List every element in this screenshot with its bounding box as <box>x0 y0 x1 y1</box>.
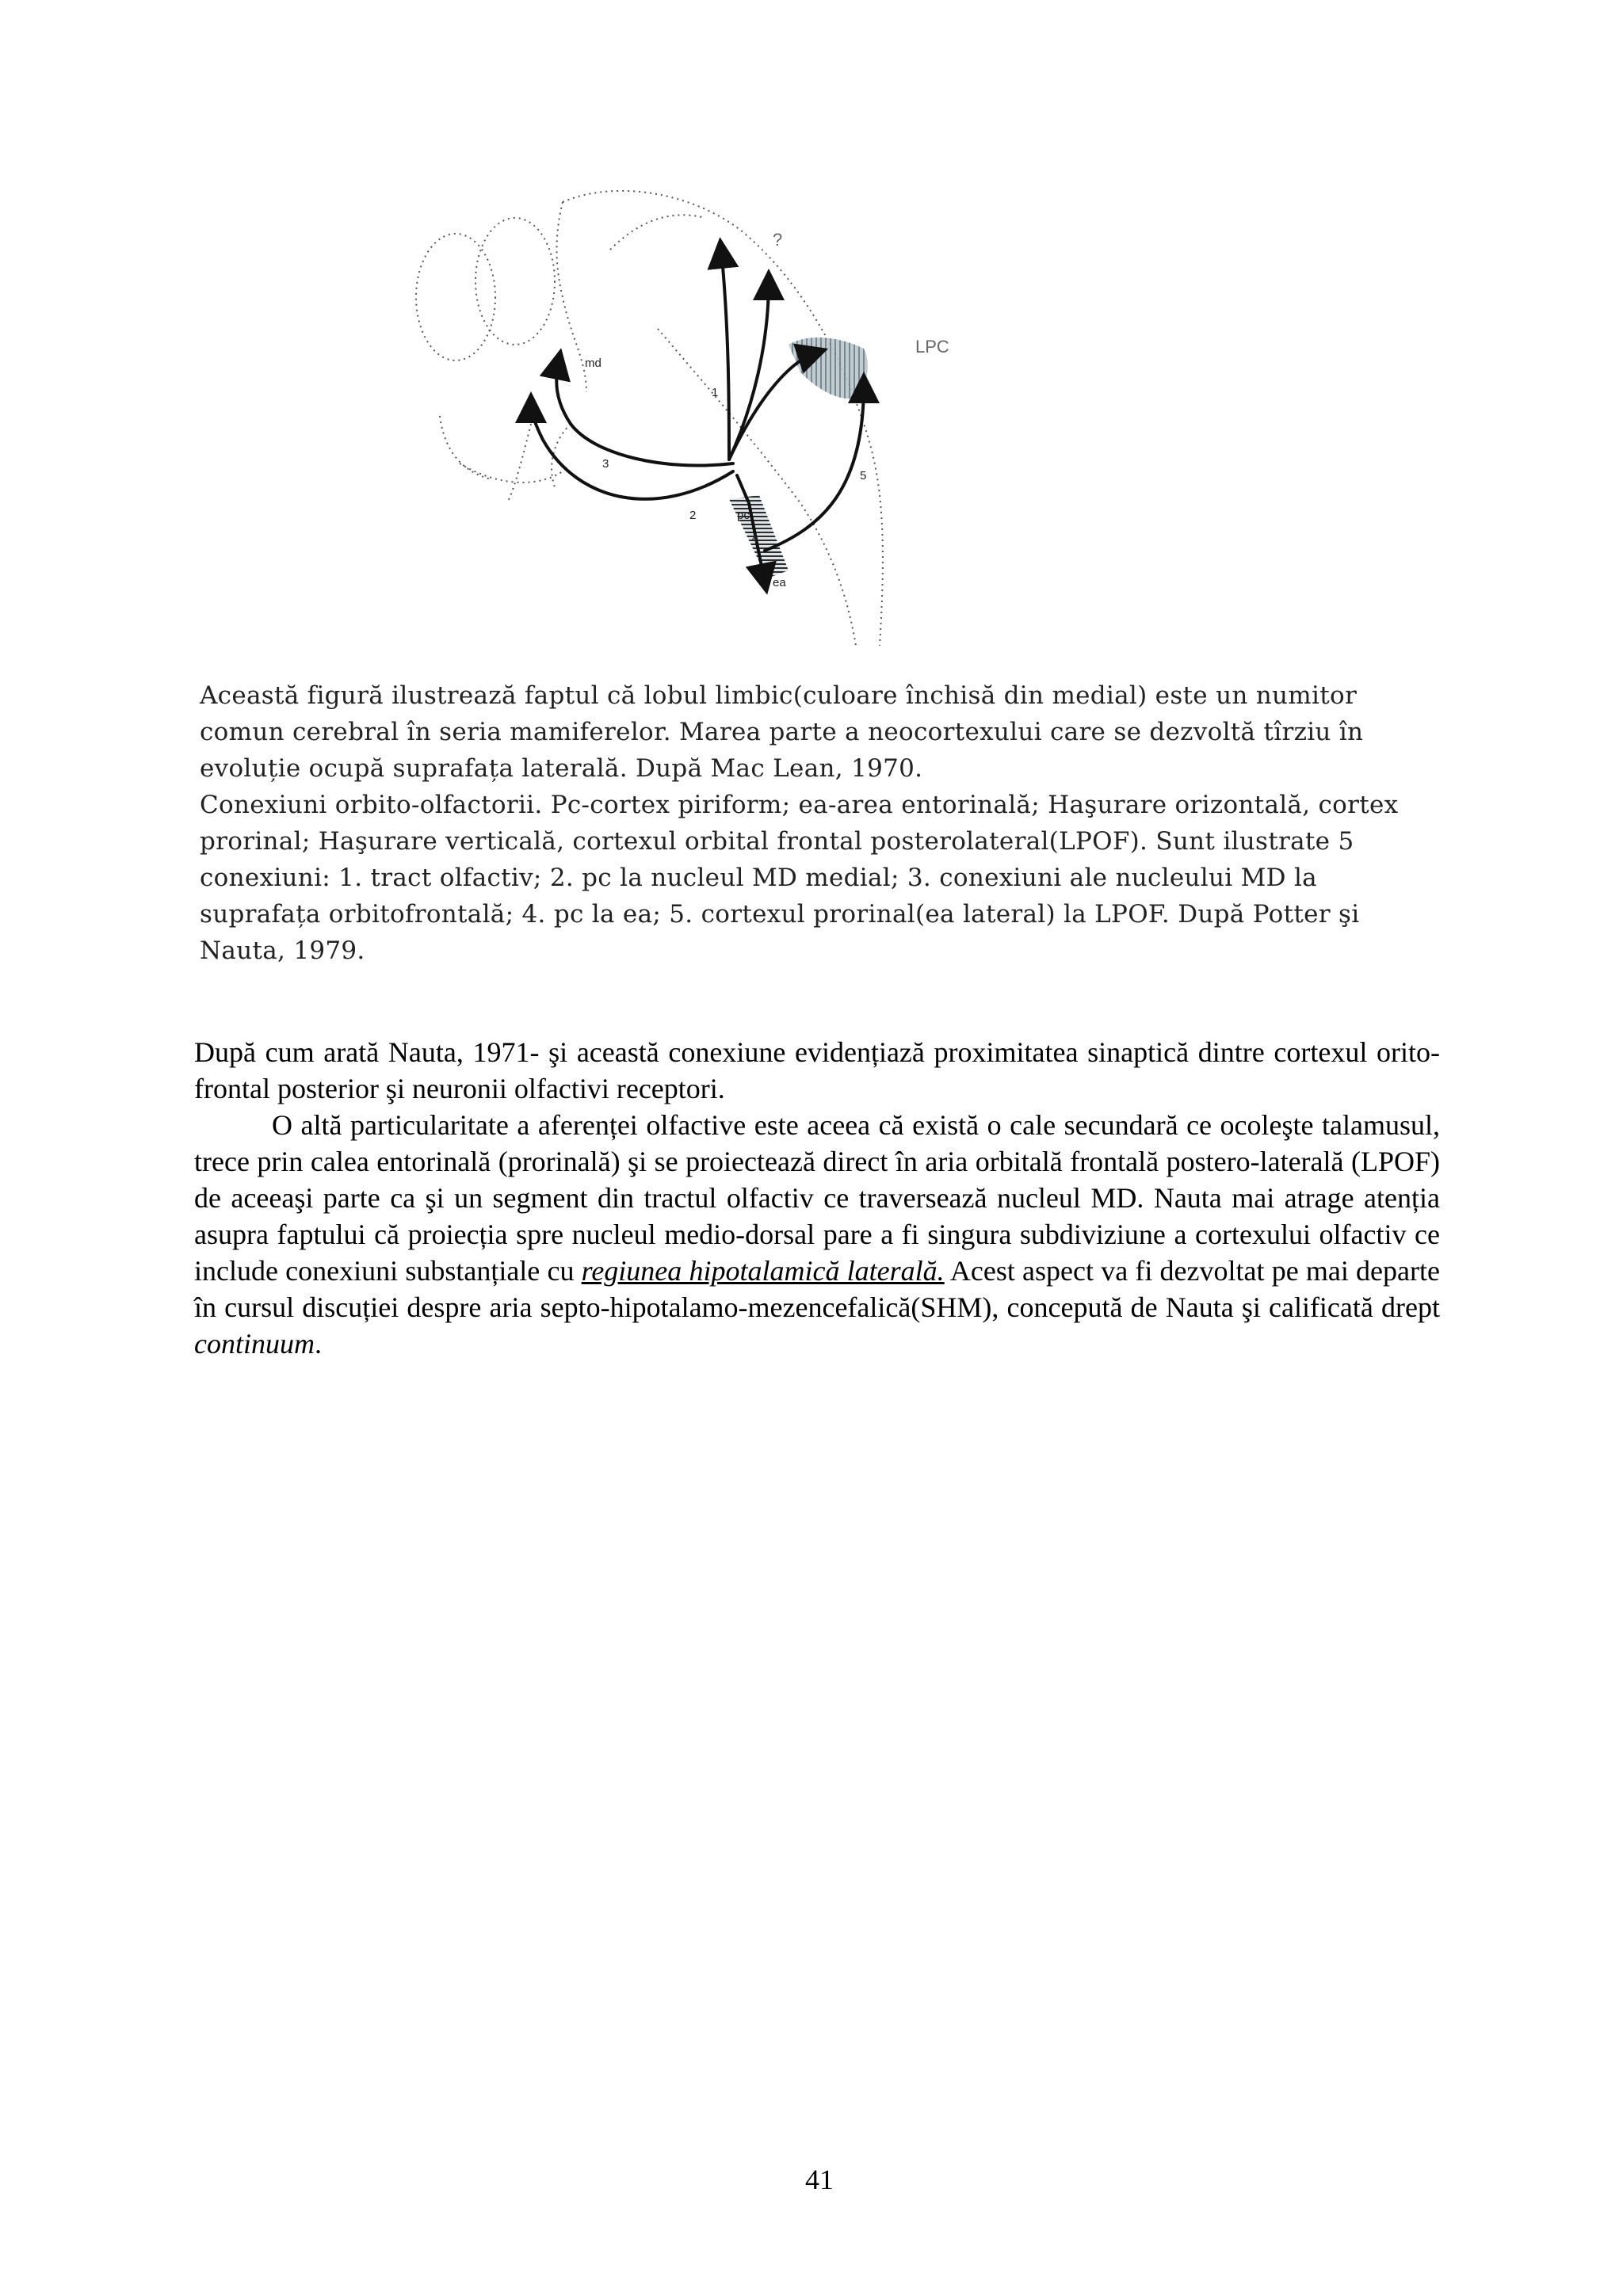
orbito-olfactory-diagram <box>468 186 1038 654</box>
continuum-term: continuum <box>194 1328 315 1360</box>
body-text <box>194 1034 1440 1362</box>
body-p2-text-a: O altă particularitate a aferenței olfactive este aceea că există o cale secundară ce ocoleşte talamusul, trece prin calea entorinală (prorinală) şi se proiectează direct în aria orbitală frontală postero-laterală (LPOF) de aceeaşi parte ca şi un segment din tractul olfactiv ce traversează nucleul MD. Nauta mai atrage atenția asupra faptului că proiecția spre nucleul medio-dorsal pare a fi singura subdiviziune a cortexului olfactiv ce include conexiuni substanțiale cu <box>194 1109 1440 1287</box>
path-1-olfactory-tract <box>721 250 729 460</box>
dotted-outlines <box>416 191 883 646</box>
path-branch-2 <box>729 281 769 460</box>
label-lpc: LPC <box>915 337 949 357</box>
body-p2-end: . <box>314 1328 322 1360</box>
path-3-md <box>556 360 733 466</box>
label-2: 2 <box>689 509 697 522</box>
figure-caption <box>200 677 1436 969</box>
label-1: 1 <box>712 386 719 399</box>
caption-paragraph-2: Conexiuni orbito-olfactorii. Pc-cortex piriform; ea-area entorinală; Haşurare orizontală, cortex prorinal; Haşurare verticală, cortexul orbital frontal posterolateral(LPOF). Sunt ilustrate 5 conexiuni: 1. tract olfactiv; 2. pc la nucleul MD medial; 3. conexiuni ale nucleului MD la suprafața orbitofrontală; 4. pc la ea; 5. cortexul prorinal(ea lateral) la LPOF. După Potter şi Nauta, 1979. <box>200 791 1399 965</box>
caption-paragraph-1: Această figură ilustrează faptul că lobul limbic(culoare închisă din medial) este un numitor comun cerebral în seria mamiferelor. Marea parte a neocortexului care se dezvoltă tîrziu în evoluție ocupă suprafața laterală. După Mac Lean, 1970. <box>200 681 1364 783</box>
path-2-pc-md <box>531 404 733 499</box>
connection-paths <box>531 250 867 582</box>
label-pc: pc <box>737 509 750 522</box>
hypothalamic-region-link[interactable]: regiunea hipotalamică laterală. <box>581 1255 945 1287</box>
prorhinal-region-shade <box>729 495 789 578</box>
body-p2-text-b: Acest aspect va fi dezvoltat pe mai departe în cursul discuției despre aria septo-hipotalamo-mezencefalică(SHM), concepută de Nauta şi calificată drept <box>194 1255 1440 1323</box>
body-paragraph-2 <box>194 1107 1440 1362</box>
body-paragraph-1: După cum arată Nauta, 1971- şi această conexiune evidențiază proximitatea sinaptică dintre cortexul orito-frontal posterior şi neuronii olfactivi receptori. <box>194 1036 1440 1104</box>
lpof-region-shade <box>789 338 868 399</box>
path-5-prorhinal-lpof <box>765 384 867 551</box>
page-number: 41 <box>805 2164 834 2195</box>
diagram-svg <box>468 186 1038 654</box>
label-5: 5 <box>860 469 867 482</box>
label-4: 4 <box>751 532 758 546</box>
label-3: 3 <box>602 457 609 471</box>
label-md: md <box>585 357 601 370</box>
label-ea: ea <box>773 576 786 589</box>
label-question: ? <box>773 230 783 250</box>
